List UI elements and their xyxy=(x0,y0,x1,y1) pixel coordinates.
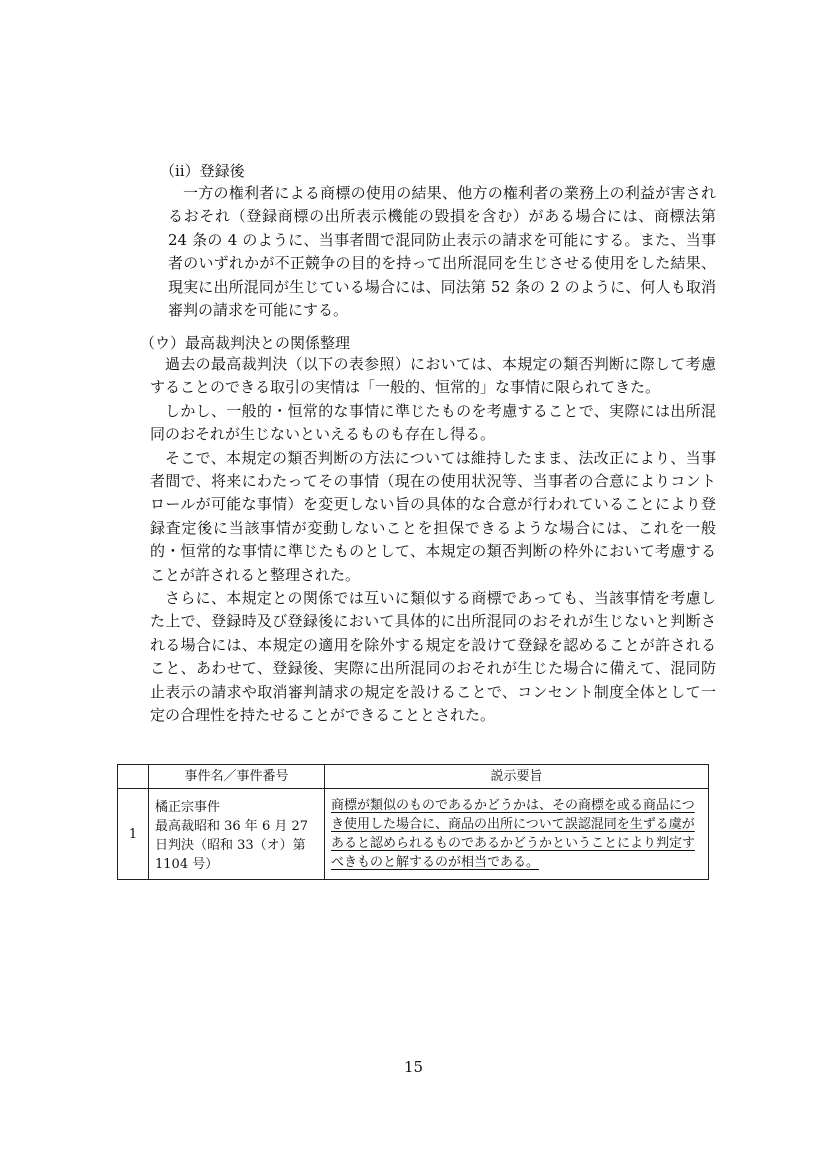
table-header-row xyxy=(118,765,709,789)
subsection-paragraph: 一方の権利者による商標の使用の結果、他方の権利者の業務上の利益が害されるおそれ（登録商標の出所表示機能の毀損を含む）がある場合には、商標法第 24 条の 4 のように、当事者間で混同防止表示の請求を可能にする。また、当事者のいずれかが不正競争の目的を持って出所混同を生じさせる使用をした結果、現実に出所混同が生じている場合には、同法第 52 条の 2 のように、何人も取消審判の請求を可能にする。 xyxy=(168,184,716,320)
gist-text: 商標が類似のものであるかどうかは、その商標を或る商品につき使用した場合に、商品の出所について誤認混同を生ずる虞があると認められるものであるかどうかということにより判定すべきものと解するのが相当である。 xyxy=(331,798,696,870)
header-no xyxy=(118,765,149,789)
header-gist: 説示要旨 xyxy=(325,765,709,789)
gist-cell xyxy=(325,789,709,880)
section-paragraph: 過去の最高裁判決（以下の表参照）においては、本規定の類否判断に際して考慮することのできる取引の実情は「一般的、恒常的」な事情に限られてきた。 xyxy=(150,355,716,397)
page-number: 15 xyxy=(403,1058,424,1076)
header-case-name: 事件名／事件番号 xyxy=(149,765,325,789)
case-cell xyxy=(149,789,325,880)
section-paragraph: さらに、本規定との関係では互いに類似する商標であっても、当該事情を考慮した上で、登録時及び登録後において具体的に出所混同のおそれが生じないと判断される場合には、本規定の適用を除外する規定を設けて登録を認めることが許されること、あわせて、登録後、実際に出所混同のおそれが生じた場合に備えて、混同防止表示の請求や取消審判請求の規定を設けることで、コンセント制度全体として一定の合理性を持たせることができることとされた。 xyxy=(150,589,716,725)
case-number: 最高裁昭和 36 年 6 月 27 日判決（昭和 33（オ）第 1104 号） xyxy=(155,819,309,872)
case-name: 橘正宗事件 xyxy=(155,800,221,815)
row-number: 1 xyxy=(118,789,149,880)
section-paragraph: しかし、一般的・恒常的な事情に準じたものを考慮することで、実際には出所混同のおそれが生じないといえるものも存在し得る。 xyxy=(150,401,716,444)
subsection-body xyxy=(168,182,716,322)
table-row xyxy=(118,789,709,880)
subsection-heading: （ⅱ）登録後 xyxy=(160,162,245,180)
section-body xyxy=(150,353,716,728)
case-table xyxy=(117,764,709,880)
section-heading: （ウ）最高裁判決との関係整理 xyxy=(140,334,351,352)
section-paragraph: そこで、本規定の類否判断の方法については維持したまま、法改正により、当事者間で、将来にわたってその事情（現在の使用状況等、当事者の合意によりコントロールが可能な事情）を変更しない旨の具体的な合意が行われていることにより登録査定後に当該事情が変動しないことを担保できるような場合には、これを一般的・恒常的な事情に準じたものとして、本規定の類否判断の枠外において考慮することが許されると整理された。 xyxy=(150,448,716,584)
